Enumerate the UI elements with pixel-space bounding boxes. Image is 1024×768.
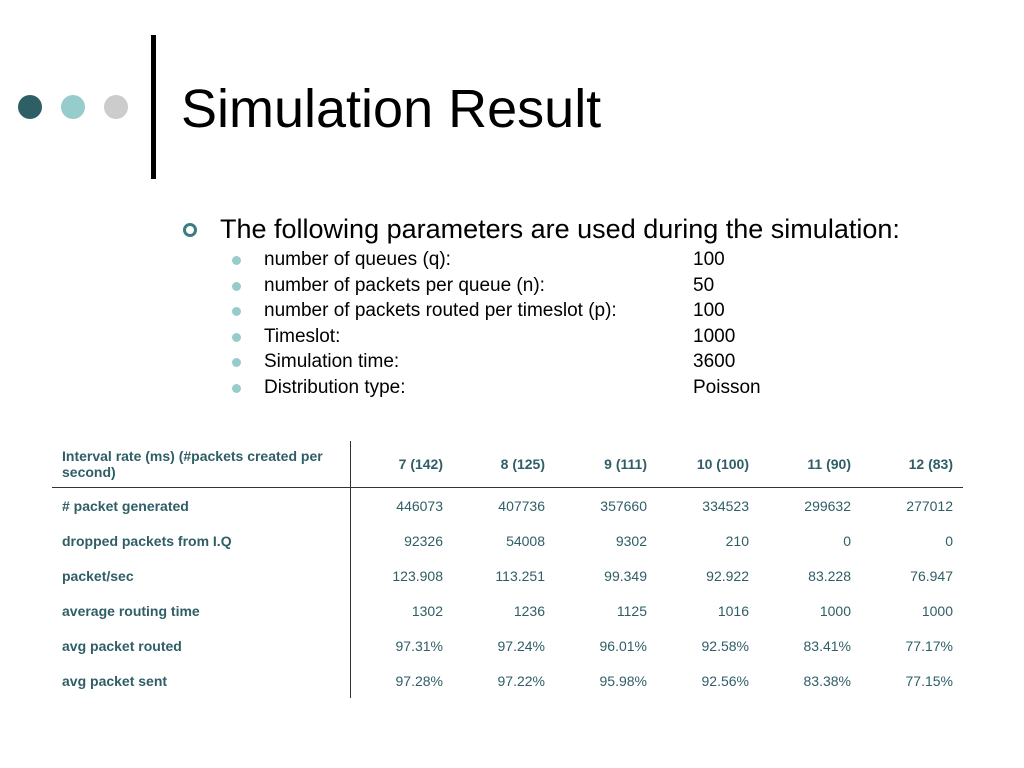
parameter-value: 100	[693, 249, 725, 270]
slide-title: Simulation Result	[181, 79, 602, 139]
table-cell: 446073	[396, 497, 443, 514]
row-label: # packet generated	[52, 488, 351, 524]
table-cell: 92.922	[706, 567, 749, 584]
table-row	[52, 558, 963, 593]
table-row	[52, 523, 963, 558]
parameter-value: 50	[693, 274, 715, 296]
bullet-dot-icon	[232, 358, 241, 367]
parameter-value: Poisson	[693, 376, 761, 398]
table-cell: 210	[725, 532, 749, 549]
table-cell: 334523	[702, 497, 749, 514]
parameter-label: number of packets routed per timeslot (p):	[264, 300, 617, 322]
parameter-label: Distribution type:	[264, 376, 406, 398]
table-cell: 99.349	[604, 567, 647, 584]
title-divider	[151, 35, 156, 179]
table-cell: 1000	[819, 602, 851, 619]
decorative-dot-gray	[104, 95, 128, 119]
table-cell: 83.38%	[803, 672, 851, 689]
row-label: avg packet sent	[52, 663, 351, 698]
table-cell: 299632	[804, 497, 851, 514]
table-cell: 113.251	[495, 567, 545, 584]
bullet-dot-icon	[232, 307, 241, 316]
table-cell: 96.01%	[599, 637, 647, 654]
bullet-dot-icon	[232, 384, 241, 393]
decorative-dot-dark	[18, 95, 42, 119]
row-label: packet/sec	[52, 558, 351, 593]
ring-bullet-icon	[183, 223, 197, 237]
table-cell: 1125	[616, 602, 647, 619]
intro-text: The following parameters are used during the simulation:	[220, 214, 900, 244]
row-label: dropped packets from I.Q	[52, 523, 351, 558]
table-cell: 357660	[600, 497, 647, 514]
column-header: 9 (111)	[555, 441, 657, 488]
table-cell: 54008	[506, 532, 545, 549]
table-cell: 77.15%	[905, 672, 953, 689]
table-cell: 92.56%	[701, 672, 749, 689]
bullet-dot-icon	[232, 256, 241, 265]
parameter-value: 3600	[693, 351, 736, 373]
table-cell: 0	[843, 532, 851, 549]
table-cell: 97.31%	[395, 637, 443, 654]
row-label: average routing time	[52, 593, 351, 628]
table-row	[52, 628, 963, 663]
column-header: 11 (90)	[759, 441, 861, 488]
table-cell: 1236	[513, 602, 545, 619]
table-header-row	[52, 441, 963, 488]
table-row	[52, 488, 963, 524]
table-cell: 1016	[717, 602, 749, 619]
table-cell: 95.98%	[599, 672, 647, 689]
table-cell: 76.947	[910, 567, 953, 584]
column-header: 10 (100)	[657, 441, 759, 488]
parameter-label: number of queues (q):	[264, 249, 451, 270]
bullet-dot-icon	[232, 333, 241, 342]
table-cell: 123.908	[392, 567, 443, 584]
bullet-dot-icon	[232, 282, 241, 291]
parameter-label: Timeslot:	[264, 325, 341, 347]
table-cell: 97.28%	[395, 672, 443, 689]
table-cell: 83.228	[808, 567, 851, 584]
table-cell: 0	[945, 532, 953, 549]
table-cell: 97.22%	[497, 672, 545, 689]
parameter-label: Simulation time:	[264, 351, 400, 373]
column-header: 12 (83)	[861, 441, 963, 488]
table-cell: 277012	[906, 497, 953, 514]
header-label: Interval rate (ms) (#packets created per second)	[52, 441, 351, 488]
table-row	[52, 593, 963, 628]
table-row	[52, 663, 963, 698]
decorative-dot-light	[61, 95, 85, 119]
table-cell: 9302	[615, 532, 647, 549]
parameter-label: number of packets per queue (n):	[264, 274, 545, 296]
row-label: avg packet routed	[52, 628, 351, 663]
table-cell: 1302	[411, 602, 443, 619]
table-cell: 92.58%	[701, 637, 749, 654]
table-cell: 1000	[921, 602, 953, 619]
table-cell: 77.17%	[905, 637, 953, 654]
column-header: 8 (125)	[453, 441, 555, 488]
parameter-value: 1000	[693, 325, 736, 347]
parameter-value: 100	[693, 300, 725, 322]
table-cell: 83.41%	[803, 637, 851, 654]
table-cell: 407736	[498, 497, 545, 514]
results-table	[52, 441, 963, 698]
column-header: 7 (142)	[351, 441, 454, 488]
table-cell: 92326	[404, 532, 443, 549]
table-cell: 97.24%	[497, 637, 545, 654]
